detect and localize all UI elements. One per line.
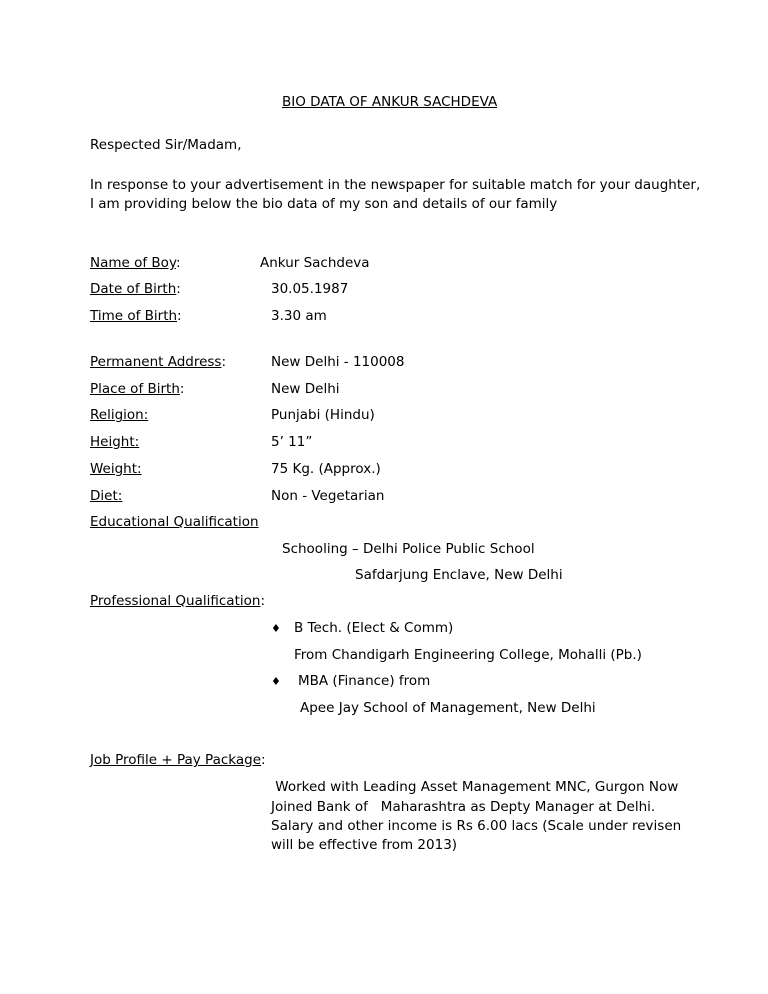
- document-title: BIO DATA OF ANKUR SACHDEVA: [282, 94, 498, 110]
- weight-label: Weight:: [90, 461, 142, 477]
- tob-label: Time of Birth: [90, 308, 178, 324]
- height-label: Height:: [90, 434, 140, 450]
- salutation: Respected Sir/Madam,: [90, 137, 242, 153]
- pob-label-row: [90, 380, 184, 398]
- professional-label-colon: :: [260, 593, 265, 609]
- name-label-colon: :: [175, 255, 181, 271]
- professional-label-row: [90, 592, 265, 610]
- pob-label: Place of Birth: [90, 381, 180, 397]
- address-label-colon: :: [221, 354, 227, 370]
- pob-value: New Delhi: [271, 381, 340, 397]
- intro-line-1: In response to your advertisement in the newspaper for suitable match for your daughter,: [90, 177, 701, 193]
- name-value: Ankur Sachdeva: [260, 255, 370, 271]
- professional-item-2-line-1: MBA (Finance) from: [298, 673, 431, 689]
- education-label: Educational Qualification: [90, 514, 259, 530]
- professional-item-1-line-1: B Tech. (Elect & Comm): [294, 620, 454, 636]
- bullet-diamond-icon: ♦: [271, 675, 281, 688]
- address-label: Permanent Address: [90, 354, 222, 370]
- job-label-colon: :: [261, 752, 266, 768]
- diet-value: Non - Vegetarian: [271, 488, 385, 504]
- diet-label: Diet:: [90, 488, 123, 504]
- education-line-1: Schooling – Delhi Police Public School: [282, 541, 535, 557]
- professional-item-2-line-2: Apee Jay School of Management, New Delhi: [300, 700, 596, 716]
- dob-label-colon: :: [176, 281, 181, 297]
- dob-label: Date of Birth: [90, 281, 177, 297]
- tob-label-colon: :: [177, 308, 182, 324]
- height-value: 5’ 11”: [271, 434, 313, 450]
- religion-value: Punjabi (Hindu): [271, 407, 375, 423]
- intro-line-2: I am providing below the bio data of my son and details of our family: [90, 196, 558, 212]
- bullet-diamond-icon: ♦: [271, 622, 281, 635]
- job-line-3: Salary and other income is Rs 6.00 lacs (Scale under revisen: [271, 818, 682, 834]
- address-label-row: [90, 353, 226, 371]
- weight-value: 75 Kg. (Approx.): [271, 461, 381, 477]
- job-label: Job Profile + Pay Package: [90, 752, 262, 768]
- pob-label-colon: :: [179, 381, 185, 397]
- job-label-row: [90, 751, 266, 769]
- tob-value: 3.30 am: [271, 308, 327, 324]
- religion-label: Religion:: [90, 407, 149, 423]
- name-label: Name of Boy: [90, 255, 176, 271]
- job-line-2: Joined Bank of Maharashtra as Depty Manager at Delhi.: [271, 799, 656, 815]
- dob-value: 30.05.1987: [271, 281, 349, 297]
- address-value: New Delhi - 110008: [271, 354, 405, 370]
- job-line-1: Worked with Leading Asset Management MNC, Gurgon Now: [271, 779, 679, 795]
- name-label-row: [90, 254, 181, 272]
- tob-label-row: [90, 307, 182, 325]
- professional-item-1-line-2: From Chandigarh Engineering College, Mohalli (Pb.): [294, 647, 642, 663]
- education-line-2: Safdarjung Enclave, New Delhi: [355, 567, 563, 583]
- job-line-4: will be effective from 2013): [271, 837, 458, 853]
- professional-label: Professional Qualification: [90, 593, 261, 609]
- dob-label-row: [90, 280, 181, 298]
